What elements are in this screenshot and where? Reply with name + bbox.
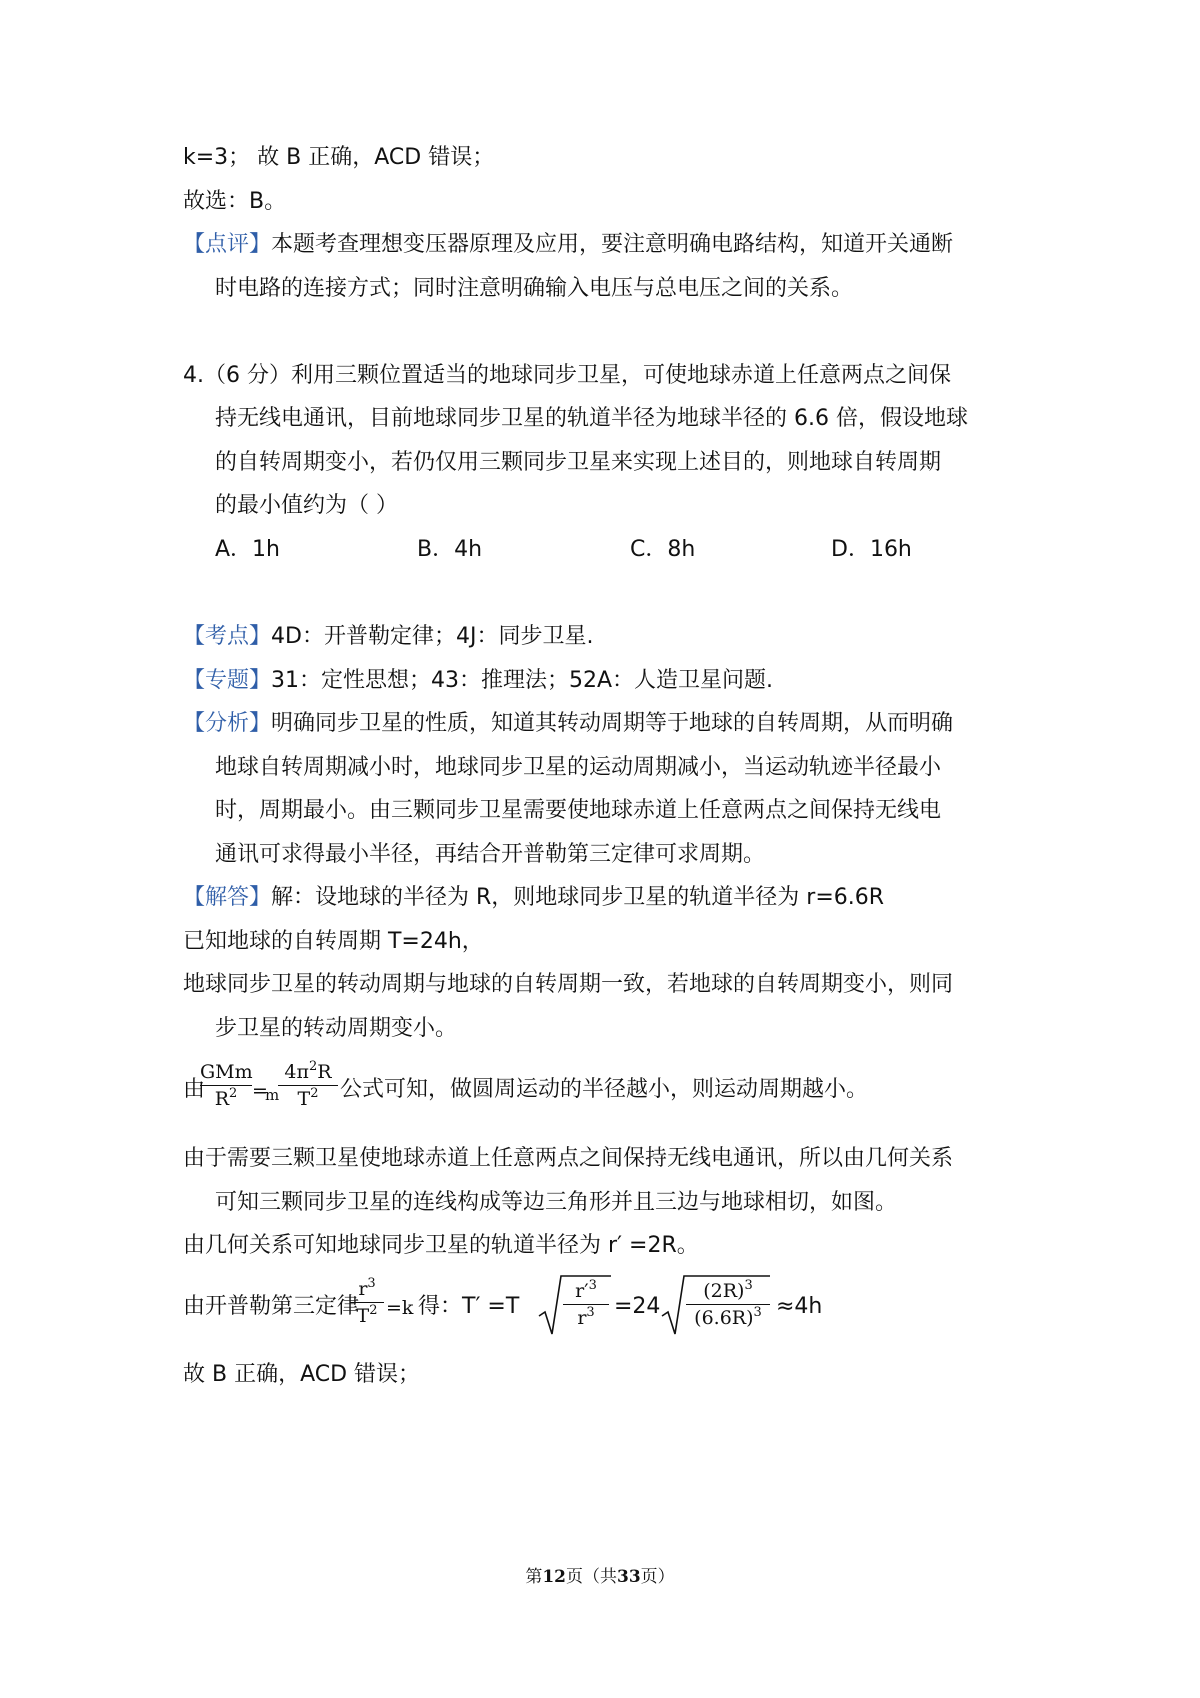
formula-fraction — [200, 1061, 252, 1110]
page-number: 12 — [542, 1567, 566, 1587]
text-span: 31：定性思想；43：推理法；52A：人造卫星问题. — [271, 668, 774, 693]
option-a: A．1h — [215, 537, 280, 562]
footer-text: 页（共 — [566, 1567, 617, 1587]
symbol: T — [297, 1088, 311, 1110]
exponent: 2 — [308, 1059, 318, 1074]
footer-text: 第 — [525, 1567, 543, 1587]
question-line: 4.（6 分）利用三颗位置适当的地球同步卫星，可使地球赤道上任意两点之间保 — [183, 363, 951, 388]
symbol: r — [577, 1307, 587, 1329]
question-line: 的最小值约为（ ） — [215, 493, 398, 518]
text-span: 由 — [183, 1077, 206, 1102]
symbol: (2R) — [703, 1280, 745, 1302]
text-span: =24 — [614, 1294, 661, 1319]
question-line: 持无线电通讯，目前地球同步卫星的轨道半径为地球半径的 6.6 倍，假设地球 — [215, 406, 968, 431]
equals-sign: = — [252, 1080, 268, 1102]
exponent: 2 — [369, 1303, 378, 1318]
dianping-block — [183, 230, 953, 260]
section-tag: 【点评】 — [183, 232, 272, 257]
section-tag: 【解答】 — [183, 885, 272, 910]
jieda-block — [183, 883, 884, 913]
section-tag: 【分析】 — [183, 711, 272, 736]
symbol: r — [358, 1278, 368, 1300]
numerator — [686, 1280, 770, 1302]
section-tag: 【考点】 — [183, 624, 272, 649]
exponent: 3 — [744, 1278, 753, 1293]
text-span: ≈4h — [776, 1294, 823, 1319]
page-footer — [0, 1562, 1200, 1587]
denominator — [200, 1088, 252, 1110]
denominator — [686, 1307, 770, 1329]
text-line: 地球自转周期减小时，地球同步卫星的运动周期减小，当运动轨迹半径最小 — [215, 755, 942, 780]
text-line: 已知地球的自转周期 T=24h， — [183, 929, 484, 954]
formula-fraction — [278, 1061, 338, 1110]
symbol: R — [317, 1061, 332, 1083]
numerator — [278, 1061, 338, 1083]
exponent: 3 — [753, 1305, 762, 1320]
option-c: C．8h — [630, 537, 696, 562]
section-tag: 【专题】 — [183, 668, 272, 693]
text-line: 通讯可求得最小半径，再结合开普勒第三定律可求周期。 — [215, 842, 766, 867]
text-span: 明确同步卫星的性质，知道其转动周期等于地球的自转周期，从而明确 — [271, 711, 954, 736]
denominator — [350, 1305, 384, 1327]
text-line: 地球同步卫星的转动周期与地球的自转周期一致，若地球的自转周期变小，则同 — [183, 972, 954, 997]
denominator — [278, 1088, 338, 1110]
text-line: 时，周期最小。由三颗同步卫星需要使地球赤道上任意两点之间保持无线电 — [215, 798, 942, 823]
option-b: B．4h — [417, 537, 483, 562]
numerator: GMm — [200, 1061, 253, 1083]
text-span: 公式可知，做圆周运动的半径越小，则运动周期越小。 — [340, 1077, 869, 1102]
mass-symbol: m — [265, 1086, 280, 1104]
formula-fraction — [686, 1280, 770, 1329]
numerator — [350, 1278, 384, 1300]
text-line: 故选：B。 — [183, 189, 287, 214]
formula-fraction — [563, 1280, 609, 1329]
zhuanti-block — [183, 666, 773, 696]
symbol: (6.6R) — [694, 1307, 754, 1329]
text-span: 解：设地球的半径为 R，则地球同步卫星的轨道半径为 r=6.6R — [271, 885, 885, 910]
symbol: R — [214, 1088, 230, 1110]
numerator — [563, 1280, 609, 1302]
exponent: 2 — [310, 1086, 319, 1101]
denominator — [563, 1307, 609, 1329]
symbol: 4π — [284, 1061, 309, 1083]
option-d: D．16h — [831, 537, 912, 562]
exponent: 3 — [586, 1305, 595, 1320]
text-line: 由几何关系可知地球同步卫星的轨道半径为 r′ =2R。 — [183, 1233, 699, 1258]
question-line: 的自转周期变小，若仍仅用三颗同步卫星来实现上述目的，则地球自转周期 — [215, 450, 942, 475]
text-span: 得：T′ =T — [418, 1294, 520, 1319]
total-pages: 33 — [617, 1567, 641, 1587]
footer-text: 页） — [640, 1567, 675, 1587]
kaodian-block — [183, 622, 593, 652]
fraction-bar — [350, 1302, 384, 1303]
symbol: r′ — [575, 1280, 589, 1302]
text-line: 故 B 正确，ACD 错误； — [183, 1362, 421, 1387]
text-span: 由开普勒第三定律 — [183, 1294, 360, 1319]
text-line: 由于需要三颗卫星使地球赤道上任意两点之间保持无线电通讯，所以由几何关系 — [183, 1146, 954, 1171]
text-span: 4D：开普勒定律；4J：同步卫星. — [271, 624, 594, 649]
fraction-bar — [278, 1085, 338, 1086]
fenxi-block — [183, 709, 953, 739]
text-span: 本题考查理想变压器原理及应用，要注意明确电路结构，知道开关通断 — [271, 232, 954, 257]
fraction-bar — [200, 1085, 252, 1086]
text-line: 可知三颗同步卫星的连线构成等边三角形并且三边与地球相切，如图。 — [215, 1190, 898, 1215]
exponent: 2 — [229, 1086, 238, 1101]
exponent: 3 — [367, 1276, 376, 1291]
text-line: 步卫星的转动周期变小。 — [215, 1016, 458, 1041]
formula-fraction — [350, 1278, 384, 1327]
text-line: 时电路的连接方式；同时注意明确输入电压与总电压之间的关系。 — [215, 276, 854, 301]
text-line: k=3； 故 B 正确，ACD 错误； — [183, 145, 495, 170]
exponent: 3 — [588, 1278, 597, 1293]
symbol: T — [356, 1305, 370, 1327]
k-constant: =k — [386, 1297, 414, 1319]
